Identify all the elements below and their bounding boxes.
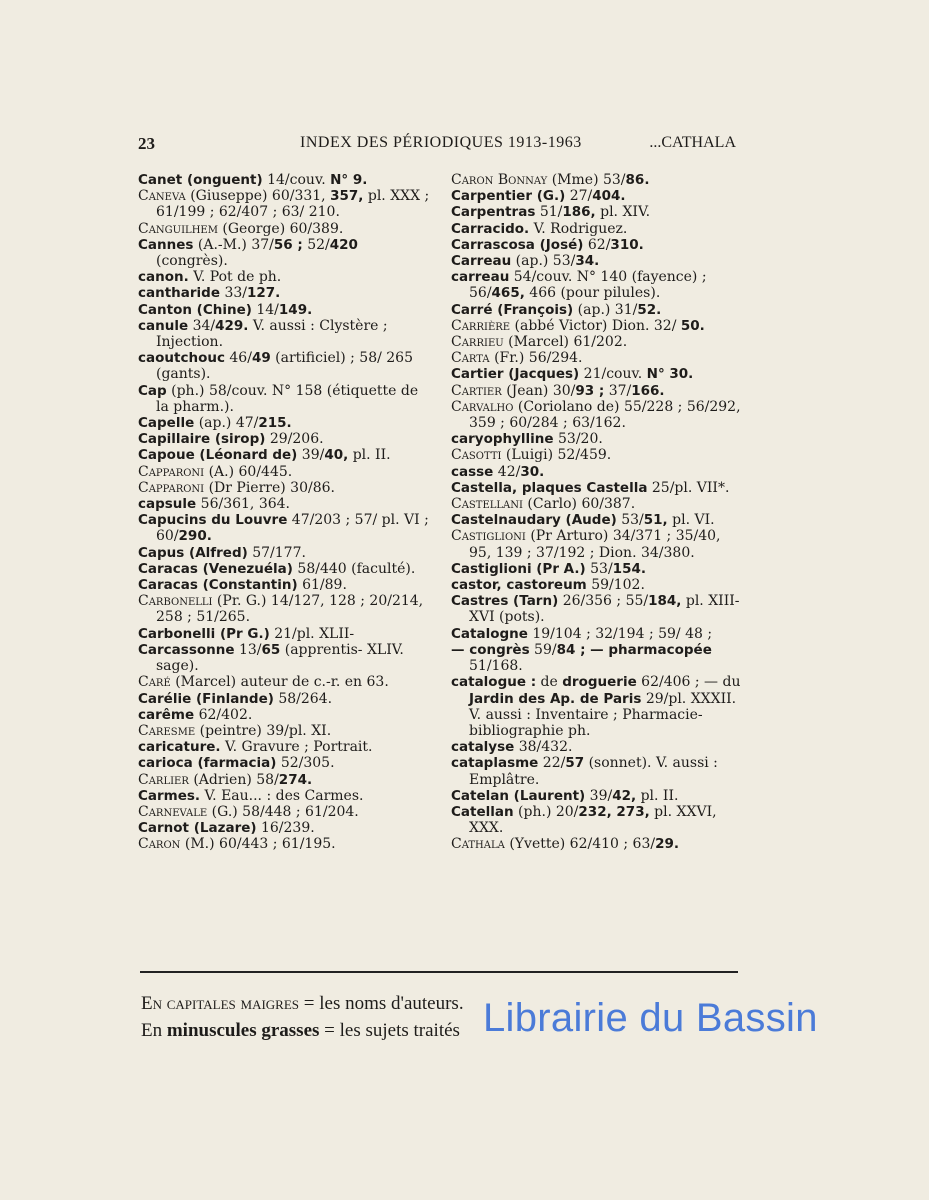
entry-bold-term: N° 30. — [646, 366, 694, 383]
index-entry — [138, 755, 430, 771]
entry-author-name: Caré — [138, 674, 171, 691]
legend-divider — [140, 971, 738, 973]
entry-text: 37/ — [604, 382, 632, 399]
entry-bold-term: Capelle — [138, 415, 195, 432]
entry-text: 54/couv. N° 140 (fayence) ; 56/ — [469, 269, 707, 302]
entry-text: 13/ — [234, 641, 262, 658]
entry-author-name: Capparoni — [138, 463, 205, 480]
entry-bold-term: Jardin des Ap. de Paris — [469, 690, 642, 707]
index-entry — [451, 204, 743, 220]
index-entry — [138, 269, 430, 285]
entry-text: 21/pl. XLII- — [269, 625, 355, 642]
index-entry — [138, 302, 430, 318]
entry-bold-term: Canet (onguent) — [138, 172, 263, 188]
page-number: 23 — [138, 134, 155, 153]
entry-text: pl. XIII-XVI (pots). — [469, 593, 740, 626]
entry-bold-term: 93 ; — [575, 382, 605, 399]
entry-author-name: Carta — [451, 350, 490, 367]
entry-text: (apprentis- XLIV. sage). — [156, 641, 404, 675]
entry-text: V. Rodriguez. — [529, 220, 628, 237]
entry-text: (Yvette) 62/410 ; 63/ — [504, 836, 656, 853]
entry-text: pl. VI. — [667, 512, 715, 529]
entry-text: (Jean) 30/ — [501, 382, 576, 399]
index-entry — [451, 221, 743, 237]
entry-author-name: Caron — [138, 836, 181, 853]
entry-bold-term: 186, — [562, 204, 596, 221]
entry-text: 46/ — [224, 350, 252, 367]
entry-bold-term: Carrascosa (José) — [451, 236, 584, 253]
index-entry — [451, 302, 743, 318]
entry-text: 19/104 ; 32/194 ; 59/ 48 ; — [527, 625, 713, 642]
index-entry — [451, 836, 743, 852]
entry-bold-term: Castelnaudary (Aude) — [451, 512, 617, 529]
entry-bold-term: Capoue (Léonard de) — [138, 447, 298, 464]
entry-text: 29/206. — [265, 431, 324, 448]
entry-bold-term: 184, — [648, 593, 682, 610]
entry-bold-term: canon. — [138, 269, 189, 286]
index-entry — [451, 512, 743, 528]
entry-text: pl. XXX ; 61/199 ; 62/407 ; 63/ 210. — [156, 188, 430, 221]
entry-author-name: Carlier — [138, 771, 189, 788]
entry-bold-term: caoutchouc — [138, 350, 225, 367]
entry-bold-term: Carélie (Finlande) — [138, 690, 274, 707]
index-entry — [451, 788, 743, 804]
entry-author-name: Carrière — [451, 317, 511, 334]
index-entry — [138, 431, 430, 447]
index-entry — [138, 707, 430, 723]
entry-author-name: Carnevale — [138, 803, 208, 820]
entry-bold-term: 50. — [680, 317, 705, 334]
entry-bold-term: capsule — [138, 496, 197, 513]
entry-text: 58/440 (faculté). — [292, 560, 416, 577]
entry-bold-term: cataplasme — [451, 755, 539, 772]
index-column-left — [138, 172, 430, 853]
entry-bold-term: 154. — [612, 560, 646, 577]
index-entry — [451, 318, 743, 334]
entry-text: 53/ — [585, 560, 613, 577]
entry-text: 33/ — [220, 285, 247, 302]
entry-bold-term: Capillaire (sirop) — [138, 431, 266, 448]
entry-bold-term: Carré (François) — [451, 301, 574, 318]
entry-bold-term: Carracido. — [451, 220, 530, 237]
entry-text: 25/pl. VII*. — [647, 479, 730, 496]
entry-bold-term: Carpentier (G.) — [451, 188, 566, 205]
entry-text: (Adrien) 58/ — [188, 771, 279, 788]
entry-text: 26/356 ; 55/ — [558, 593, 649, 610]
index-entry — [451, 366, 743, 382]
entry-text: 51/ — [535, 204, 563, 221]
index-entry — [451, 431, 743, 447]
entry-text: 53/ — [616, 512, 644, 529]
entry-text: 52/ — [302, 236, 330, 253]
entry-bold-term: Carcassonne — [138, 641, 235, 658]
entry-bold-term: 404. — [592, 188, 626, 205]
index-entry — [451, 334, 743, 350]
entry-text: (Giuseppe) 60/331, — [185, 188, 331, 205]
entry-bold-term: 429. — [215, 317, 249, 334]
entry-author-name: Cartier — [451, 382, 502, 399]
index-entry — [138, 545, 430, 561]
entry-text: 16/239. — [256, 820, 315, 837]
index-entry — [138, 739, 430, 755]
entry-text: 39/ — [585, 787, 613, 804]
entry-bold-term: 30. — [520, 463, 545, 480]
entry-text: V. aussi : Clystère ; Injection. — [156, 317, 388, 351]
index-entry — [138, 836, 430, 852]
entry-text: (Fr.) 56/294. — [489, 350, 583, 367]
entry-bold-term: 166. — [631, 382, 665, 399]
entry-text: 58/264. — [273, 690, 333, 707]
index-entry — [451, 464, 743, 480]
index-entry — [451, 350, 743, 366]
entry-bold-term: Cap — [138, 382, 167, 399]
index-entry — [138, 593, 430, 625]
entry-bold-term: carreau — [451, 269, 510, 286]
entry-bold-term: 274. — [278, 771, 313, 788]
index-entry — [138, 577, 430, 593]
entry-text: 59/ — [529, 641, 557, 658]
entry-text: 14/ — [251, 301, 279, 318]
entry-bold-term: Capus (Alfred) — [138, 544, 248, 561]
page-header — [138, 134, 736, 156]
index-entry — [138, 350, 430, 382]
entry-text: (A.) 60/445. — [204, 463, 293, 480]
entry-bold-term: Carmes. — [138, 787, 201, 804]
index-entry — [451, 642, 743, 674]
entry-bold-term: Carpentras — [451, 204, 536, 221]
entry-text: 22/ — [538, 755, 566, 772]
entry-bold-term: casse — [451, 463, 494, 480]
index-entry — [451, 269, 743, 301]
entry-author-name: Caneva — [138, 188, 186, 205]
entry-text: 34/ — [188, 317, 216, 334]
entry-text: 56/361, 364. — [196, 496, 290, 513]
entry-bold-term: catalogue : — [451, 674, 537, 691]
index-entry — [138, 383, 430, 415]
entry-bold-term: Castella, plaques Castella — [451, 479, 648, 496]
entry-text: (ap.) 53/ — [511, 253, 576, 270]
entry-bold-term: Cartier (Jacques) — [451, 366, 580, 383]
entry-bold-term: 56 ; — [273, 236, 303, 253]
entry-bold-term: 420 — [329, 236, 358, 253]
entry-text: 466 (pour pilules). — [524, 285, 661, 302]
entry-bold-term: carême — [138, 706, 195, 723]
entry-bold-term: 57 — [565, 755, 585, 772]
index-column-right — [451, 172, 743, 853]
index-entry — [451, 496, 743, 512]
index-entry — [138, 480, 430, 496]
entry-text: (congrès). — [156, 253, 228, 270]
entry-text: (ph.) 58/couv. N° 158 (étiquette de la pharm.). — [156, 382, 419, 415]
index-entry — [138, 188, 430, 220]
entry-author-name: Canguilhem — [138, 220, 218, 237]
entry-bold-term: Carnot (Lazare) — [138, 820, 257, 837]
index-entry — [451, 674, 743, 739]
index-entry — [138, 772, 430, 788]
index-entry — [451, 237, 743, 253]
entry-bold-term: 29. — [655, 836, 679, 853]
entry-text: pl. II. — [348, 447, 391, 464]
entry-text: (Dr Pierre) 30/86. — [204, 479, 335, 496]
entry-bold-term: 232, 273, — [578, 803, 650, 820]
index-entry — [451, 480, 743, 496]
entry-text: 59/102. — [586, 577, 645, 594]
entry-bold-term: Catelan (Laurent) — [451, 787, 586, 804]
entry-bold-term: 215. — [258, 415, 292, 432]
entry-text: (abbé Victor) Dion. 32/ — [510, 317, 681, 334]
entry-bold-term: canule — [138, 317, 189, 334]
entry-author-name: Castellani — [451, 496, 523, 513]
entry-bold-term: 40, — [324, 447, 349, 464]
entry-bold-term: Castiglioni (Pr A.) — [451, 560, 586, 577]
entry-text: (Pr Arturo) 34/371 ; 35/40, 95, 139 ; 37/192 ; Dion. 34/380. — [469, 528, 721, 561]
index-entry — [451, 172, 743, 188]
entry-text: (Marcel) 61/202. — [503, 334, 628, 351]
index-entry — [138, 285, 430, 301]
entry-text: (Luigi) 52/459. — [501, 447, 612, 464]
entry-bold-term: 149. — [278, 301, 313, 318]
entry-bold-term: 52. — [637, 301, 662, 318]
index-entry — [138, 626, 430, 642]
entry-text: (artificiel) ; 58/ 265 (gants). — [156, 350, 413, 383]
index-entry — [138, 674, 430, 690]
index-entry — [451, 561, 743, 577]
entry-text: (sonnet). V. aussi : Emplâtre. — [469, 755, 718, 788]
entry-text: 39/ — [297, 447, 325, 464]
entry-text: (Marcel) auteur de c.-r. en 63. — [170, 674, 389, 691]
entry-bold-term: — congrès — [451, 641, 530, 658]
entry-author-name: Cathala — [451, 836, 505, 853]
entry-bold-term: 357, — [330, 188, 364, 205]
entry-text: 29/pl. XXXII. V. aussi : Inventaire ; Pharmacie-bibliographie ph. — [469, 690, 737, 739]
entry-text: (G.) 58/448 ; 61/204. — [207, 803, 359, 820]
entry-bold-term: Cannes — [138, 236, 194, 253]
entry-author-name: Caron Bonnay — [451, 172, 548, 188]
entry-text: 62/406 ; — du — [636, 674, 741, 691]
entry-text: 51/168. — [469, 658, 523, 675]
entry-text: 57/177. — [247, 544, 306, 561]
index-entry — [451, 577, 743, 593]
index-entry — [451, 755, 743, 787]
entry-bold-term: 465, — [491, 285, 525, 302]
index-entry — [451, 188, 743, 204]
entry-bold-term: Caracas (Venezuéla) — [138, 560, 293, 577]
index-entry — [451, 739, 743, 755]
entry-text: 62/402. — [194, 706, 253, 723]
entry-bold-term: caricature. — [138, 739, 221, 756]
index-entry — [451, 383, 743, 399]
entry-bold-term: Catalogne — [451, 625, 528, 642]
entry-bold-term: catalyse — [451, 739, 515, 756]
entry-text: 38/432. — [514, 739, 573, 756]
entry-text: (George) 60/389. — [217, 220, 344, 237]
entry-text: V. Gravure ; Portrait. — [220, 739, 373, 756]
entry-bold-term: Castres (Tarn) — [451, 593, 559, 610]
entry-bold-term: 34. — [575, 253, 600, 270]
entry-text: (M.) 60/443 ; 61/195. — [180, 836, 336, 853]
entry-bold-term: 49 — [251, 350, 271, 367]
entry-text: (Coriolano de) 55/228 ; 56/292, 359 ; 60/284 ; 63/162. — [469, 398, 741, 432]
entry-text: pl. XIV. — [595, 204, 651, 221]
entry-bold-term: Carbonelli (Pr G.) — [138, 625, 270, 642]
entry-author-name: Carbonelli — [138, 593, 213, 610]
index-entry — [138, 447, 430, 463]
entry-author-name: Casotti — [451, 447, 502, 464]
index-entry — [138, 464, 430, 480]
entry-bold-term: droguerie — [562, 674, 637, 691]
index-entry — [138, 820, 430, 836]
index-entry — [138, 318, 430, 350]
entry-text: 27/ — [565, 188, 593, 205]
index-entry — [138, 561, 430, 577]
entry-text: 62/ — [583, 236, 611, 253]
entry-text: 42/ — [493, 463, 521, 480]
page-title: INDEX DES PÉRIODIQUES 1913-1963 — [300, 134, 582, 151]
entry-bold-term: 84 ; — pharmacopée — [556, 641, 712, 658]
entry-bold-term: Catellan — [451, 803, 514, 820]
index-entry — [451, 804, 743, 836]
index-entry — [138, 788, 430, 804]
entry-text: (Carlo) 60/387. — [522, 496, 636, 513]
index-entry — [451, 528, 743, 560]
entry-bold-term: 86. — [625, 172, 650, 188]
entry-author-name: Castiglioni — [451, 528, 526, 545]
entry-text: V. Pot de ph. — [188, 269, 282, 286]
entry-text: (Mme) 53/ — [547, 172, 626, 188]
entry-bold-term: Caracas (Constantin) — [138, 577, 298, 594]
entry-bold-term: 127. — [247, 285, 281, 302]
entry-bold-term: 65 — [261, 641, 281, 658]
entry-bold-term: castor, castoreum — [451, 577, 587, 594]
index-entry — [138, 691, 430, 707]
index-entry — [138, 804, 430, 820]
index-entry — [138, 415, 430, 431]
entry-text: (ap.) 47/ — [194, 415, 259, 432]
entry-bold-term: 290. — [178, 528, 212, 545]
legend-line-subjects: En minuscules grasses = les sujets traités — [141, 1020, 460, 1041]
entry-bold-term: caryophylline — [451, 431, 554, 448]
index-entry — [138, 512, 430, 544]
index-entry — [451, 253, 743, 269]
entry-author-name: Caresme — [138, 722, 196, 739]
index-entry — [138, 172, 430, 188]
entry-bold-term: N° 9. — [330, 172, 368, 188]
entry-text: (ap.) 31/ — [573, 301, 638, 318]
legend-line-authors: En capitales maigres = les noms d'auteurs. — [141, 993, 464, 1014]
index-entry — [451, 447, 743, 463]
entry-text: (Pr. G.) 14/127, 128 ; 20/214, 258 ; 51/265. — [156, 593, 424, 626]
index-entry — [138, 723, 430, 739]
entry-text: pl. II. — [636, 787, 679, 804]
index-entry — [138, 221, 430, 237]
entry-bold-term: 42, — [612, 787, 637, 804]
entry-text: 14/couv. — [262, 172, 331, 188]
index-entry — [138, 642, 430, 674]
running-head: ...CATHALA — [649, 134, 736, 151]
entry-text: 47/203 ; 57/ pl. VI ; 60/ — [156, 512, 429, 545]
entry-text: 61/89. — [297, 577, 347, 594]
entry-text: de — [536, 674, 563, 691]
entry-text: (ph.) 20/ — [513, 803, 579, 820]
watermark: Librairie du Bassin — [483, 996, 818, 1040]
entry-text: 52/305. — [276, 755, 335, 772]
index-entry — [138, 237, 430, 269]
legend — [141, 990, 464, 1044]
index-entry — [451, 593, 743, 625]
entry-text: 53/20. — [553, 431, 603, 448]
entry-bold-term: cantharide — [138, 285, 221, 302]
index-entry — [451, 399, 743, 431]
entry-text: (peintre) 39/pl. XI. — [195, 722, 332, 739]
entry-text: pl. XXVI, XXX. — [469, 803, 717, 837]
entry-bold-term: Canton (Chine) — [138, 301, 252, 318]
entry-bold-term: Capucins du Louvre — [138, 512, 288, 529]
entry-text: V. Eau... : des Carmes. — [200, 787, 364, 804]
index-entry — [138, 496, 430, 512]
entry-bold-term: 310. — [610, 236, 644, 253]
entry-text: 21/couv. — [579, 366, 647, 383]
entry-bold-term: Carreau — [451, 253, 512, 270]
entry-bold-term: 51, — [643, 512, 668, 529]
index-entry — [451, 626, 743, 642]
entry-author-name: Capparoni — [138, 479, 205, 496]
entry-bold-term: carioca (farmacia) — [138, 755, 277, 772]
entry-author-name: Carvalho — [451, 398, 514, 415]
entry-text: (A.-M.) 37/ — [193, 236, 274, 253]
entry-author-name: Carrieu — [451, 334, 504, 351]
